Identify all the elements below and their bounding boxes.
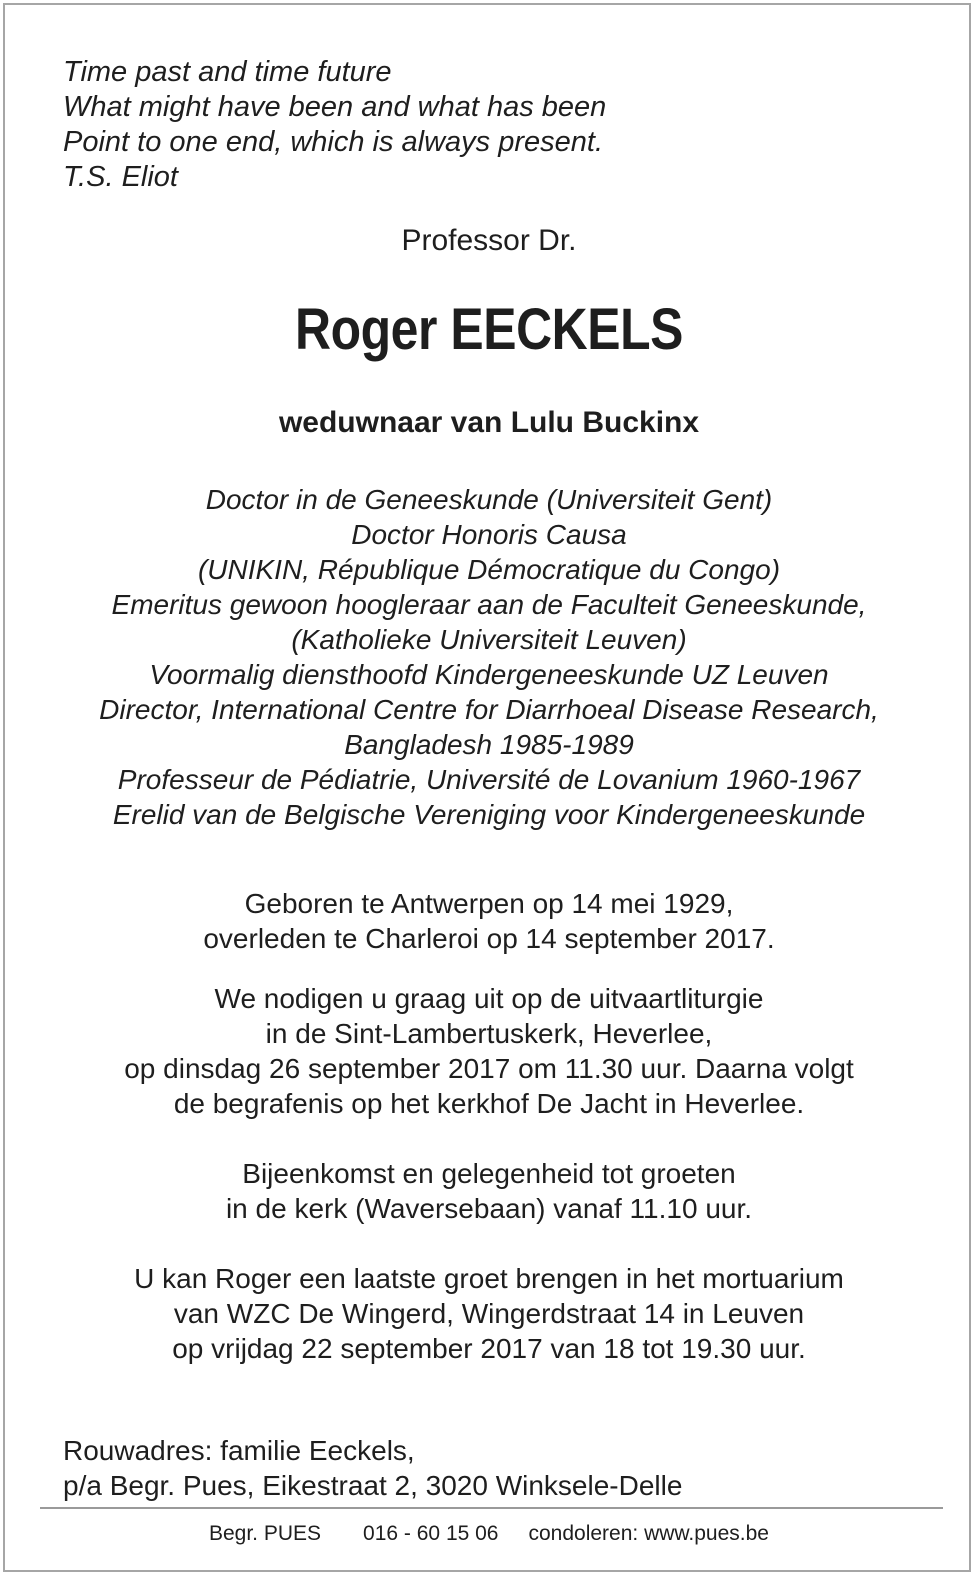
deceased-name: Roger EECKELS (295, 297, 683, 362)
paragraph-line: Bijeenkomst en gelegenheid tot groeten (242, 1158, 736, 1189)
gathering-paragraph (5, 1156, 973, 1226)
title-line: (UNIKIN, République Démocratique du Congo) (197, 554, 781, 585)
paragraph-line: U kan Roger een laatste groet brengen in het mortuarium (134, 1263, 844, 1294)
paragraph-line: in de kerk (Waversebaan) vanaf 11.10 uur. (225, 1193, 753, 1224)
title-line: Erelid van de Belgische Vereniging voor Kindergeneeskunde (112, 799, 866, 830)
birth-death-paragraph (5, 886, 973, 956)
paragraph-line: de begrafenis op het kerkhof De Jacht in Heverlee. (173, 1088, 805, 1119)
title-line: Doctor Honoris Causa (351, 519, 627, 550)
address-line: Rouwadres: familie Eeckels, (63, 1435, 415, 1466)
title-line: Professeur de Pédiatrie, Université de Lovanium 1960-1967 (117, 764, 861, 795)
paragraph-line: op dinsdag 26 september 2017 om 11.30 uur. Daarna volgt (124, 1053, 854, 1084)
mourning-address (63, 1433, 682, 1503)
title-line: (Katholieke Universiteit Leuven) (291, 624, 687, 655)
footer (5, 1521, 973, 1547)
obituary-card (3, 3, 971, 1572)
funeral-home-name: Begr. PUES (208, 1522, 322, 1545)
poem-line: What might have been and what has been (63, 91, 607, 123)
poem-quote (63, 55, 606, 195)
paragraph-line: in de Sint-Lambertuskerk, Heverlee, (265, 1018, 713, 1049)
address-line: p/a Begr. Pues, Eikestraat 2, 3020 Winksele-Delle (63, 1470, 683, 1501)
poem-line: Time past and time future (63, 56, 392, 88)
name-prefix: Professor Dr. (401, 224, 577, 257)
title-line: Bangladesh 1985-1989 (344, 729, 634, 760)
spouse-line: weduwnaar van Lulu Buckinx (278, 406, 700, 439)
paragraph-line: We nodigen u graag uit op de uitvaartliturgie (214, 983, 764, 1014)
title-line: Doctor in de Geneeskunde (Universiteit Gent) (205, 484, 773, 515)
footer-divider (40, 1507, 943, 1509)
poem-author: T.S. Eliot (63, 161, 178, 193)
paragraph-line: overleden te Charleroi op 14 september 2017. (203, 923, 775, 954)
condolences-link[interactable]: condoleren: www.pues.be (528, 1522, 769, 1545)
title-line: Voormalig diensthoofd Kindergeneeskunde UZ Leuven (149, 659, 829, 690)
funeral-home-phone: 016 - 60 15 06 (363, 1522, 499, 1545)
paragraph-line: op vrijdag 22 september 2017 van 18 tot 19.30 uur. (172, 1333, 806, 1364)
title-line: Director, International Centre for Diarrhoeal Disease Research, (99, 694, 879, 725)
titles-list (5, 482, 973, 832)
funeral-paragraph (5, 981, 973, 1121)
poem-line: Point to one end, which is always present. (63, 126, 604, 158)
paragraph-line: van WZC De Wingerd, Wingerdstraat 14 in Leuven (173, 1298, 805, 1329)
title-line: Emeritus gewoon hoogleraar aan de Faculteit Geneeskunde, (111, 589, 867, 620)
mortuary-paragraph (5, 1261, 973, 1366)
paragraph-line: Geboren te Antwerpen op 14 mei 1929, (244, 888, 734, 919)
